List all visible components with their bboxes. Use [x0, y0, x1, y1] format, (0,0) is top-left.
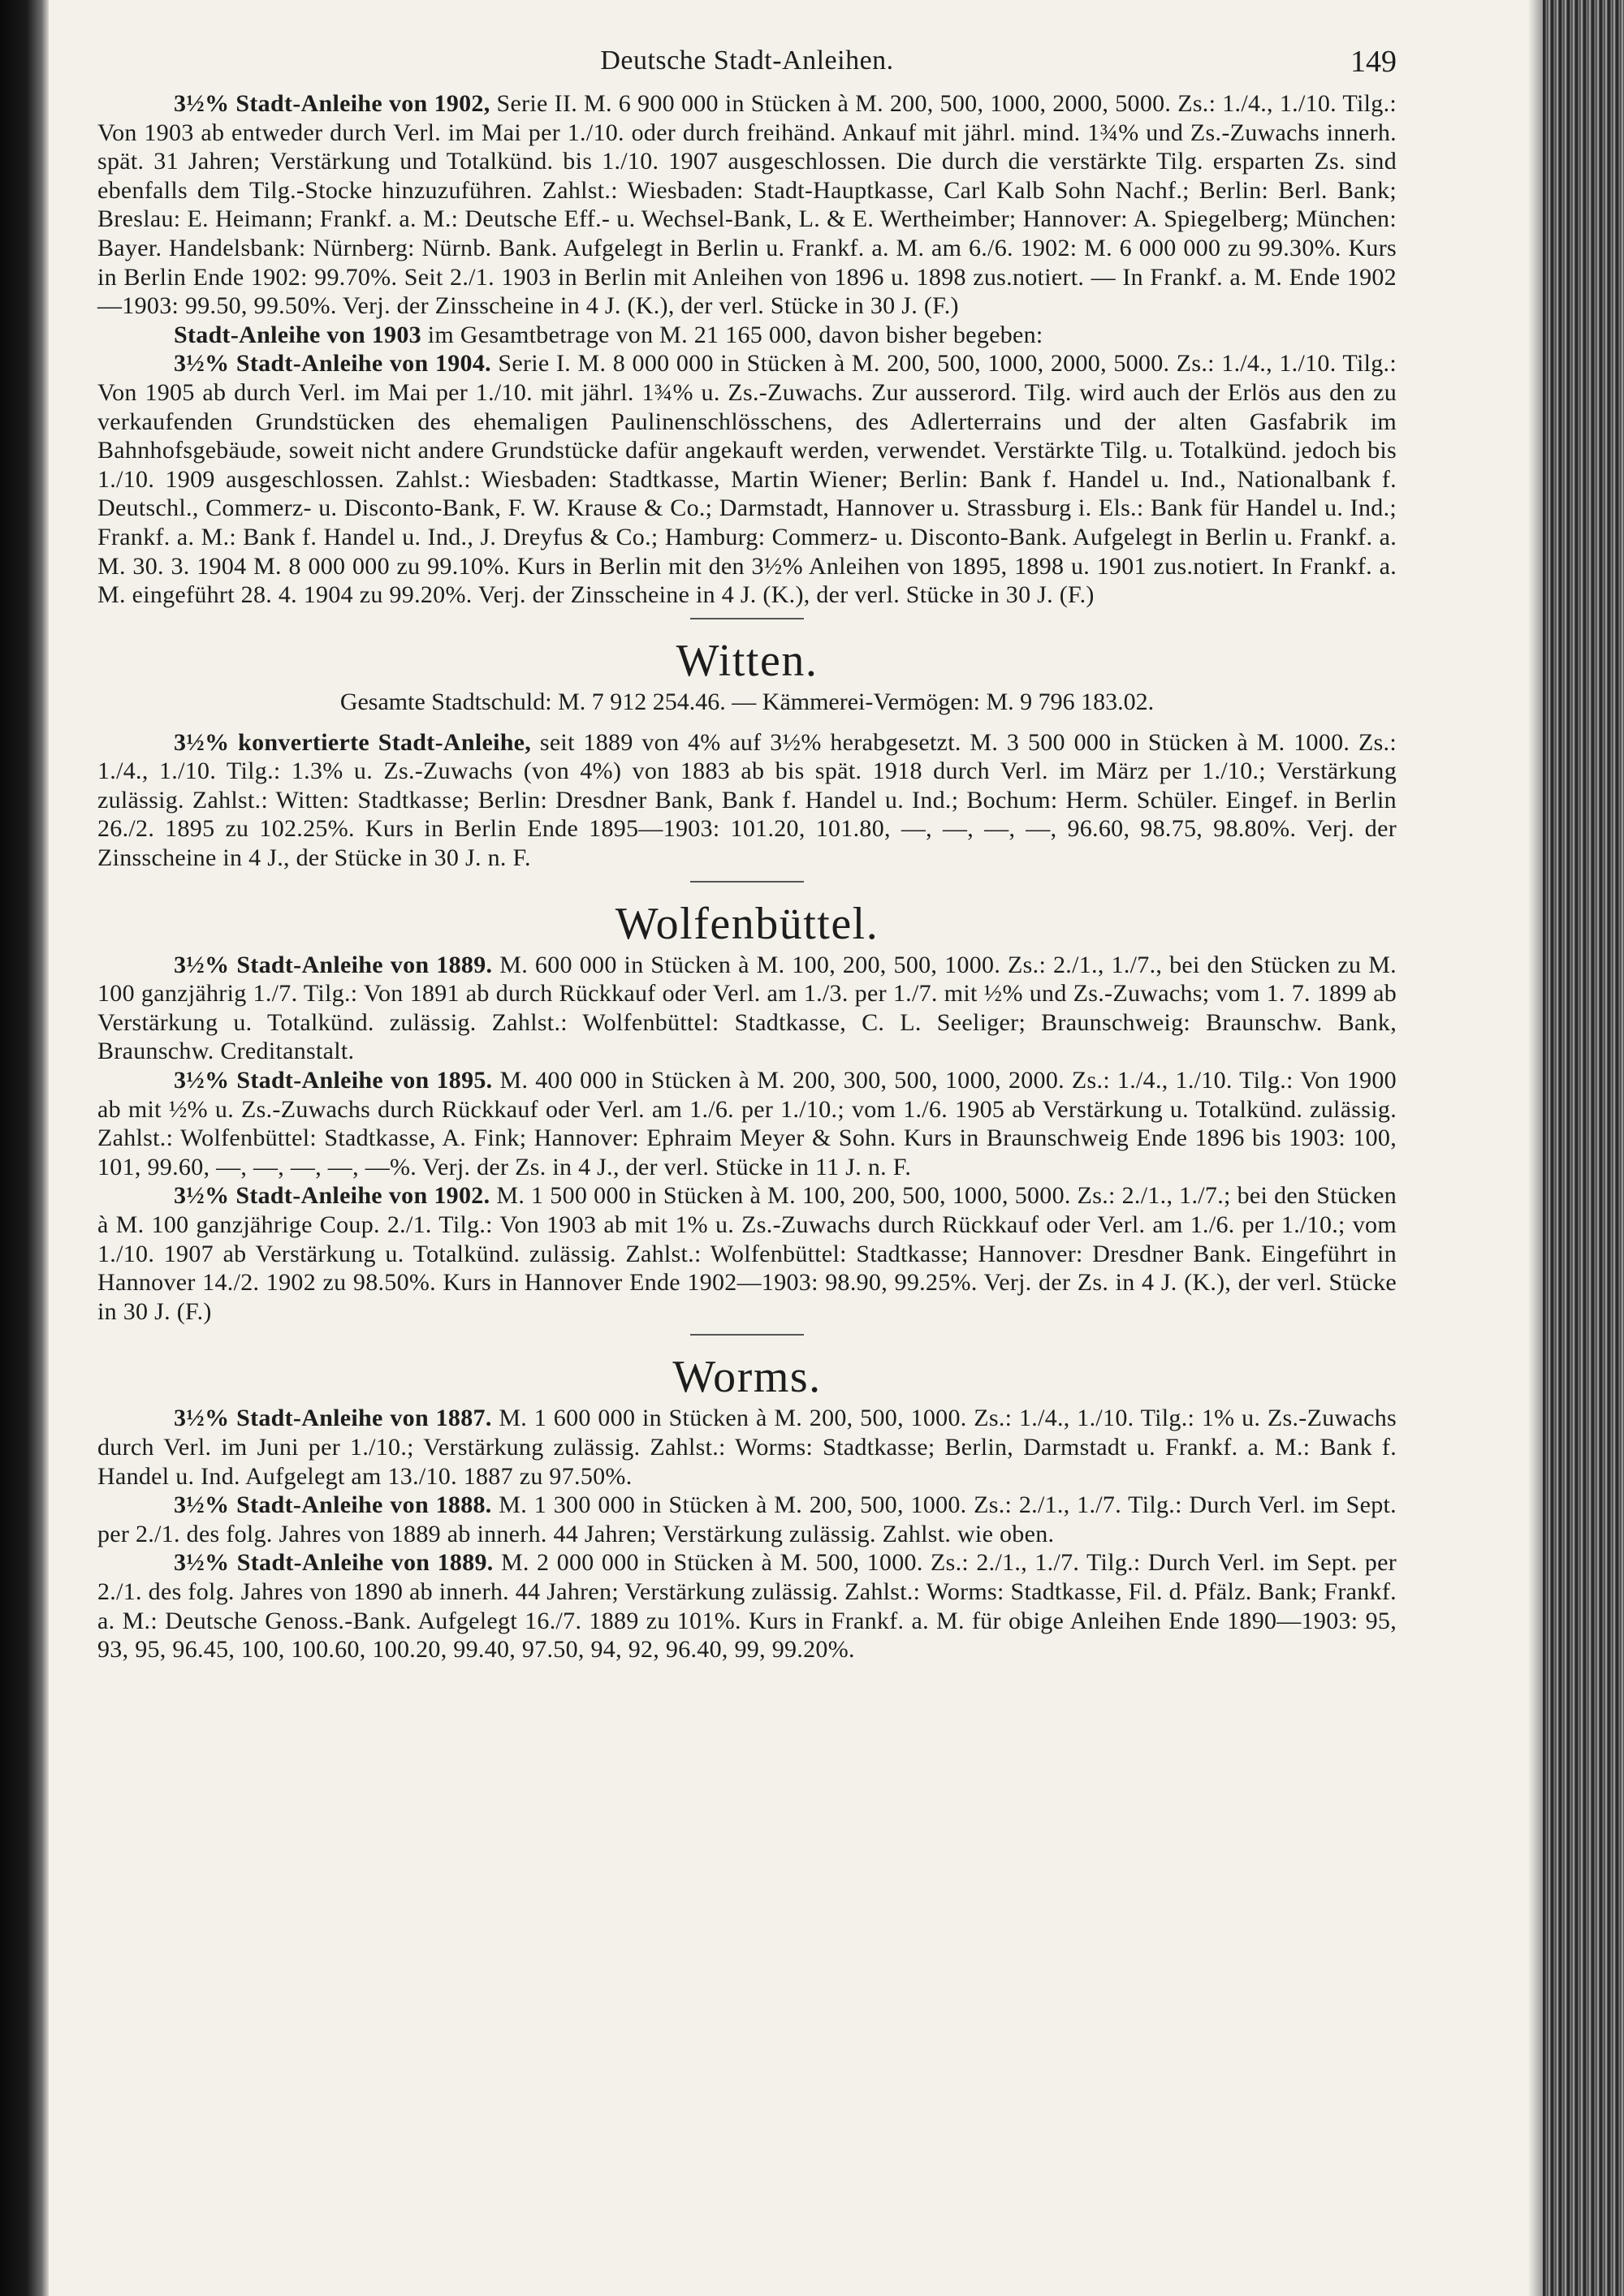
bond-entry — [97, 349, 1397, 609]
bond-title: 3½% Stadt-Anleihe von 1888. — [174, 1491, 492, 1519]
section-divider — [690, 1334, 804, 1336]
bond-text: M. 600 000 in Stücken à M. 100, 200, 500, 1000. Zs.: 2./1., 1./7., bei den Stücken zu M. 100 ganzjährig 1./7. Tilg.: Von 1891 ab durch Rückkauf oder Verl. am 1./3. per 1./7. mit ½% und Zs.-Zuwachs; vom 1. 7. 1899 ab Verstärkung u. Totalkünd. zulässig. Zahlst.: Wolfenbüttel: Stadtkasse, C. L. Seeliger; Braunschweig: Braunschw. Bank, Braunschw. Creditanstalt. — [97, 951, 1397, 1065]
bond-entry — [97, 951, 1397, 1066]
page-header — [97, 41, 1397, 89]
bond-entry — [97, 1404, 1397, 1491]
bond-text: M. 1 500 000 in Stücken à M. 100, 200, 500, 1000, 5000. Zs.: 2./1., 1./7.; bei den Stücken à M. 100 ganzjährige Coup. 2./1. Tilg.: Von 1903 ab mit 1% u. Zs.-Zuwachs durch Rückkauf oder Verl. am 1./6. per 1./10.; vom 1./10. 1907 ab Verstärkung u. Totalkünd. zulässig. Zahlst.: Wolfenbüttel: Stadtkasse; Hannover: Dresdner Bank. Eingeführt in Hannover 14./2. 1902 zu 98.50%. Kurs in Hannover Ende 1902—1903: 98.90, 99.25%. Verj. der Zs. in 4 J. (K.), der verl. Stücke in 30 J. (F.) — [97, 1182, 1397, 1325]
section-divider — [690, 881, 804, 883]
section-witten — [97, 634, 1397, 873]
running-title: Deutsche Stadt-Anleihen. — [600, 45, 894, 76]
bond-text: seit 1889 von 4% auf 3½% herabgesetzt. M. 3 500 000 in Stücken à M. 1000. Zs.: 1./4., 1./10. Tilg.: 1.3% u. Zs.-Zuwachs (von 4%) von 1883 ab bis spät. 1918 durch Verl. im März per 1./10.; Verstärkung zulässig. Zahlst.: Witten: Stadtkasse; Berlin: Dresdner Bank, Bank f. Handel u. Ind.; Bochum: Herm. Schüler. Eingef. in Berlin 26./2. 1895 zu 102.25%. Kurs in Berlin Ende 1895—1903: 101.20, 101.80, —, —, —, —, 96.60, 98.75, 98.80%. Verj. der Zinsscheine in 4 J., der Stücke in 30 J. n. F. — [97, 728, 1397, 872]
section-worms — [97, 1350, 1397, 1664]
bond-text: im Gesamtbetrage von M. 21 165 000, davon bisher begeben: — [427, 321, 1043, 348]
bond-title: Stadt-Anleihe von 1903 — [174, 321, 421, 348]
bond-title: 3½% Stadt-Anleihe von 1889. — [174, 1549, 494, 1577]
bond-entry — [97, 321, 1397, 350]
bond-entry — [97, 89, 1397, 321]
bond-text: Serie II. M. 6 900 000 in Stücken à M. 200, 500, 1000, 2000, 5000. Zs.: 1./4., 1./10. Tilg.: Von 1903 ab entweder durch Verl. im Mai per 1./10. oder durch freihänd. Ankauf mit jährl. mind. 1¾% und Zs.-Zuwachs innerh. spät. 31 Jahren; Verstärkung und Totalkünd. bis 1./10. 1907 ausgeschlossen. Die durch die verstärkte Tilg. ersparten Zs. sind ebenfalls dem Tilg.-Stocke hinzuzuführen. Zahlst.: Wiesbaden: Stadt-Hauptkasse, Carl Kalb Sohn Nachf.; Berlin: Berl. Bank; Breslau: E. Heimann; Frankf. a. M.: Deutsche Eff.- u. Wechsel-Bank, L. & E. Wertheimber; Hannover: A. Spiegelberg; München: Bayer. Handelsbank: Nürnberg: Nürnb. Bank. Aufgelegt in Berlin u. Frankf. a. M. am 6./6. 1902: M. 6 000 000 zu 99.30%. Kurs in Berlin Ende 1902: 99.70%. Seit 2./1. 1903 in Berlin mit Anleihen von 1896 u. 1898 zus.notiert. — In Frankf. a. M. Ende 1902—1903: 99.50, 99.50%. Verj. der Zinsscheine in 4 J. (K.), der verl. Stücke in 30 J. (F.) — [97, 90, 1397, 320]
section-wolfenbuettel — [97, 897, 1397, 1327]
bond-text: M. 1 600 000 in Stücken à M. 200, 500, 1000. Zs.: 1./4., 1./10. Tilg.: 1% u. Zs.-Zuwachs durch Verl. im Juni per 1./10.; Verstärkung zulässig. Zahlst.: Worms: Stadtkasse; Berlin, Darmstadt u. Frankf. a. M.: Bank f. Handel u. Ind. Aufgelegt am 13./10. 1887 zu 97.50%. — [97, 1405, 1397, 1490]
bond-title: 3½% konvertierte Stadt-Anleihe, — [174, 728, 532, 756]
bond-title: 3½% Stadt-Anleihe von 1889. — [174, 951, 493, 978]
bond-text: Serie I. M. 8 000 000 in Stücken à M. 200, 500, 1000, 2000, 5000. Zs.: 1./4., 1./10. Tilg.: Von 1905 ab durch Verl. im Mai per 1./10. mit jährl. 1¾% u. Zs.-Zuwachs. Zur ausserord. Tilg. wird auch der Erlös aus den zu verkaufenden Grundstücken des ehemaligen Paulinenschlösschens, des Adlerterrains und der alten Gasfabrik im Bahnhofsgebäude, soweit nicht andere Grundstücke dafür angekauft werden, verwendet. Verstärkte Tilg. u. Totalkünd. jedoch bis 1./10. 1909 ausgeschlossen. Zahlst.: Wiesbaden: Stadtkasse, Martin Wiener; Berlin: Bank f. Handel u. Ind., Nationalbank f. Deutschl., Commerz- u. Disconto-Bank, F. W. Krause & Co.; Darmstadt, Hannover u. Strassburg i. Els.: Bank für Handel u. Ind.; Frankf. a. M.: Bank f. Handel u. Ind., J. Dreyfus & Co.; Hamburg: Commerz- u. Disconto-Bank. Aufgelegt in Berlin u. Frankf. a. M. 30. 3. 1904 M. 8 000 000 zu 99.10%. Kurs in Berlin mit den 3½% Anleihen von 1895, 1898 u. 1901 zus.notiert. In Frankf. a. M. eingeführt 28. 4. 1904 zu 99.20%. Verj. der Zinsscheine in 4 J. (K.), der verl. Stücke in 30 J. (F.) — [97, 350, 1397, 609]
debt-summary: Gesamte Stadtschuld: M. 7 912 254.46. — Kämmerei-Vermögen: M. 9 796 183.02. — [339, 688, 1155, 715]
section-divider — [690, 618, 804, 619]
bond-entry — [97, 1491, 1397, 1548]
bond-title: 3½% Stadt-Anleihe von 1902, — [174, 90, 490, 117]
bond-entry — [97, 1066, 1397, 1181]
scan-left-edge — [0, 0, 49, 2296]
city-heading: Worms. — [672, 1352, 822, 1403]
bond-title: 3½% Stadt-Anleihe von 1904. — [174, 350, 491, 378]
document-page — [97, 41, 1397, 1664]
bond-title: 3½% Stadt-Anleihe von 1887. — [174, 1405, 492, 1432]
bond-title: 3½% Stadt-Anleihe von 1895. — [174, 1067, 493, 1094]
bond-text: M. 400 000 in Stücken à M. 200, 300, 500, 1000, 2000. Zs.: 1./4., 1./10. Tilg.: Von 1900 ab mit ½% u. Zs.-Zuwachs durch Rückkauf oder Verl. am 1./6. per 1./10.; vom 1./6. 1905 ab Verstärkung u. Totalkünd. zulässig. Zahlst.: Wolfenbüttel: Stadtkasse, A. Fink; Hannover: Ephraim Meyer & Sohn. Kurs in Braunschweig Ende 1896 bis 1903: 100, 101, 99.60, —, —, —, —, —%. Verj. der Zs. in 4 J., der verl. Stücke in 11 J. n. F. — [97, 1067, 1397, 1180]
city-heading: Wolfenbüttel. — [615, 898, 879, 949]
bond-text: M. 2 000 000 in Stücken à M. 500, 1000. Zs.: 2./1., 1./7. Tilg.: Durch Verl. im Sept. per 2./1. des folg. Jahres von 1890 ab innerh. 44 Jahren; Verstärkung zulässig. Zahlst.: Worms: Stadtkasse, Fil. d. Pfälz. Bank; Frankf. a. M.: Deutsche Genoss.-Bank. Aufgelegt 16./7. 1889 zu 101%. Kurs in Frankf. a. M. für obige Anleihen Ende 1890—1903: 95, 93, 95, 96.45, 100, 100.60, 100.20, 99.40, 97.50, 94, 92, 96.40, 99, 99.20%. — [97, 1549, 1397, 1664]
bond-entry — [97, 728, 1397, 873]
bond-entry — [97, 1181, 1397, 1326]
bond-title: 3½% Stadt-Anleihe von 1902. — [174, 1182, 490, 1210]
bond-text: M. 1 300 000 in Stücken à M. 200, 500, 1000. Zs.: 2./1., 1./7. Tilg.: Durch Verl. im Sept. per 2./1. des folg. Jahres von 1889 ab innerh. 44 Jahren; Verstärkung zulässig. Zahlst. wie oben. — [97, 1491, 1397, 1547]
page-number: 149 — [1350, 45, 1397, 79]
scan-right-edge — [1543, 0, 1624, 2296]
city-heading: Witten. — [676, 635, 818, 686]
bond-entry — [97, 1548, 1397, 1664]
